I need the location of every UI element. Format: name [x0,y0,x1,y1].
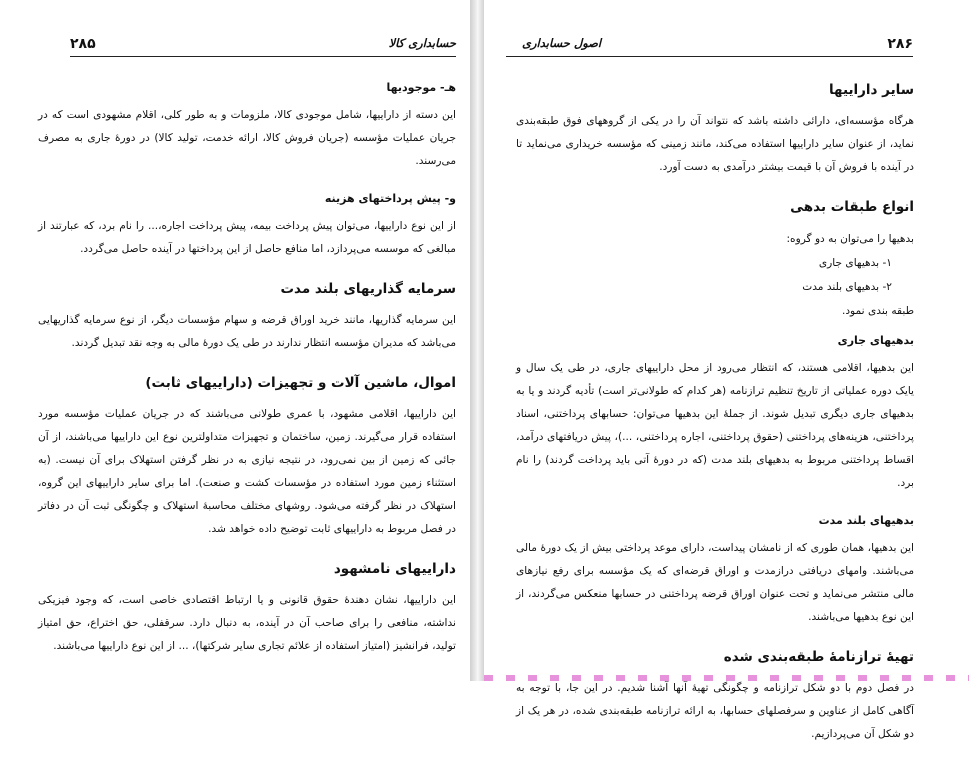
section-heading: هـ- موجودیها [386,81,456,94]
section-paragraph: این داراییها، نشان دهندهٔ حقوق قانونی و یا ارتباط اقتصادی خاصی است، که وجود فیزیکی نداشته، منافعی را برای صاحب آن در آینده، به دنبال دارد. سرقفلی، حق اختراع، حق امتیاز تولید، فرانشیز (امتیاز استفاده از علائم تجاری سایر شرکتها)، ... از این نوع داراییها می‌باشند. [38,594,456,652]
section-heading: و- پیش پرداختهای هزینه [324,192,456,205]
section-paragraph: این بدهیها، اقلامی هستند، که انتظار می‌رود از محل داراییهای جاری، در طی یک سال و یایک دوره عملیاتی از تاریخ تنظیم ترازنامه (هر کدام که طولانی‌تر است) تأدیه گردند و یا به بدهیهای جاری دیگری تبدیل شوند. از جملهٔ این بدهیها می‌توان: حسابهای پرداختنی، اسناد پرداختنی، هزینه‌های پرداختنی (حقوق پرداختنی، اجاره پرداختنی، ...)، پیش دریافتهای درآمد، اقساط پرداختنی مربوط به بدهیهای بلند مدت (که در دورهٔ آتی باید پرداخت گردند) را نام برد. [516,362,914,489]
right-page-body [516,80,914,764]
section-heading: اموال، ماشین آلات و تجهیزات (داراییهای ثابت) [145,375,456,391]
section-heading: بدهیهای بلند مدت [818,514,914,527]
section-heading: داراییهای نامشهود [333,561,456,577]
list-outro: طبقه بندی نمود. [841,305,914,317]
right-page-number: ۲۸۶ [887,36,913,52]
section-heading: تهیهٔ ترازنامهٔ طبقه‌بندی شده [723,649,914,665]
left-running-title: حسابداری کالا [388,36,456,50]
section-paragraph: این دسته از داراییها، شامل موجودی کالا، ملزومات و به طور کلی، اقلام مشهودی است که در جریان عملیات مؤسسه (جریان فروش کالا، ارائه خدمت، تولید کالا) در دورهٔ جاری به مصرف می‌رسند. [38,109,456,167]
list-item: ۱- بدهیهای جاری [818,257,892,269]
section-paragraph: هرگاه مؤسسه‌ای، دارائی داشته باشد که نتواند آن را در یکی از گروههای فوق طبقه‌بندی نماید، از عنوان سایر داراییها استفاده می‌کند، مانند زمینی که مؤسسه خریداری می‌نماید تا در آینده با فروش آن با قیمت بیشتر درآمدی به دست آورد. [516,115,914,173]
left-page-number: ۲۸۵ [70,36,96,52]
book-gutter [470,0,484,681]
section-heading: انواع طبقات بدهی [790,199,914,215]
list-item: ۲- بدهیهای بلند مدت [802,281,892,293]
left-page-header [70,34,456,57]
decorative-bottom-band [484,675,969,681]
list-intro: بدهیها را می‌توان به دو گروه: [786,233,914,245]
section-paragraph: از این نوع داراییها، می‌توان پیش پرداخت بیمه، پیش پرداخت اجاره،... را نام برد، که عبارتند از مبالغی که موسسه می‌پردازد، اما منافع حاصل از این پرداختها در آینده حاصل می‌گردد. [38,220,456,255]
section-paragraph: این داراییها، اقلامی مشهود، با عمری طولانی می‌باشند که در جریان عملیات مؤسسه مورد استفاده قرار می‌گیرند. زمین، ساختمان و تجهیزات متداولترین نوع این داراییها می‌باشند، از آن جائی که زمین از بین نمی‌رود، در نتیجه نیازی به در نظر گرفتن استهلاک برای آن نیست. (به استثناء زمین مورد استفاده در مؤسسات کشت و صنعت). اما برای سایر داراییهای این گروه، استهلاک در نظر گرفته می‌شود. روشهای مختلف محاسبهٔ استهلاک و چگونگی ثبت آن در دفاتر در فصل مربوط به داراییهای ثابت توضیح داده خواهد شد. [38,408,456,535]
left-page-body [38,80,456,676]
left-page [0,0,470,681]
section-paragraph: این سرمایه گذاریها، مانند خرید اوراق قرضه و سهام مؤسسات دیگر، از نوع سرمایه گذاریهایی می‌باشد که مدیران مؤسسه انتظار ندارند در طی یک دورهٔ مالی به وجه نقد تبدیل گردند. [38,314,456,349]
right-page [484,0,969,740]
section-heading: سرمایه گذاریهای بلند مدت [280,281,456,297]
right-running-title: اصول حسابداری [522,36,602,50]
section-heading: سایر داراییها [828,82,914,98]
right-page-header [506,34,913,57]
section-paragraph: این بدهیها، همان طوری که از نامشان پیداست، دارای موعد پرداختی بیش از یک دورهٔ مالی می‌باشند. وامهای دریافتی درازمدت و اوراق قرضه‌ای که یک مؤسسه برای رفع نیازهای مالی منتشر می‌نماید و تحت عنوان اوراق قرضه پرداختنی در حسابها منعکس می‌گردند، از این نوع بدهیها می‌باشند. [516,542,914,623]
section-heading: بدهیهای جاری [837,334,914,347]
section-paragraph: در فصل دوم با دو شکل ترازنامه و چگونگی تهیهٔ آنها آشنا شدیم. در این جا، با توجه به آگاهی کامل از عناوین و سرفصلهای حسابها، به ارائه ترازنامه طبقه‌بندی شده، در هر یک از دو شکل آن می‌پردازیم. [516,682,914,740]
liability-types-list [516,227,914,323]
